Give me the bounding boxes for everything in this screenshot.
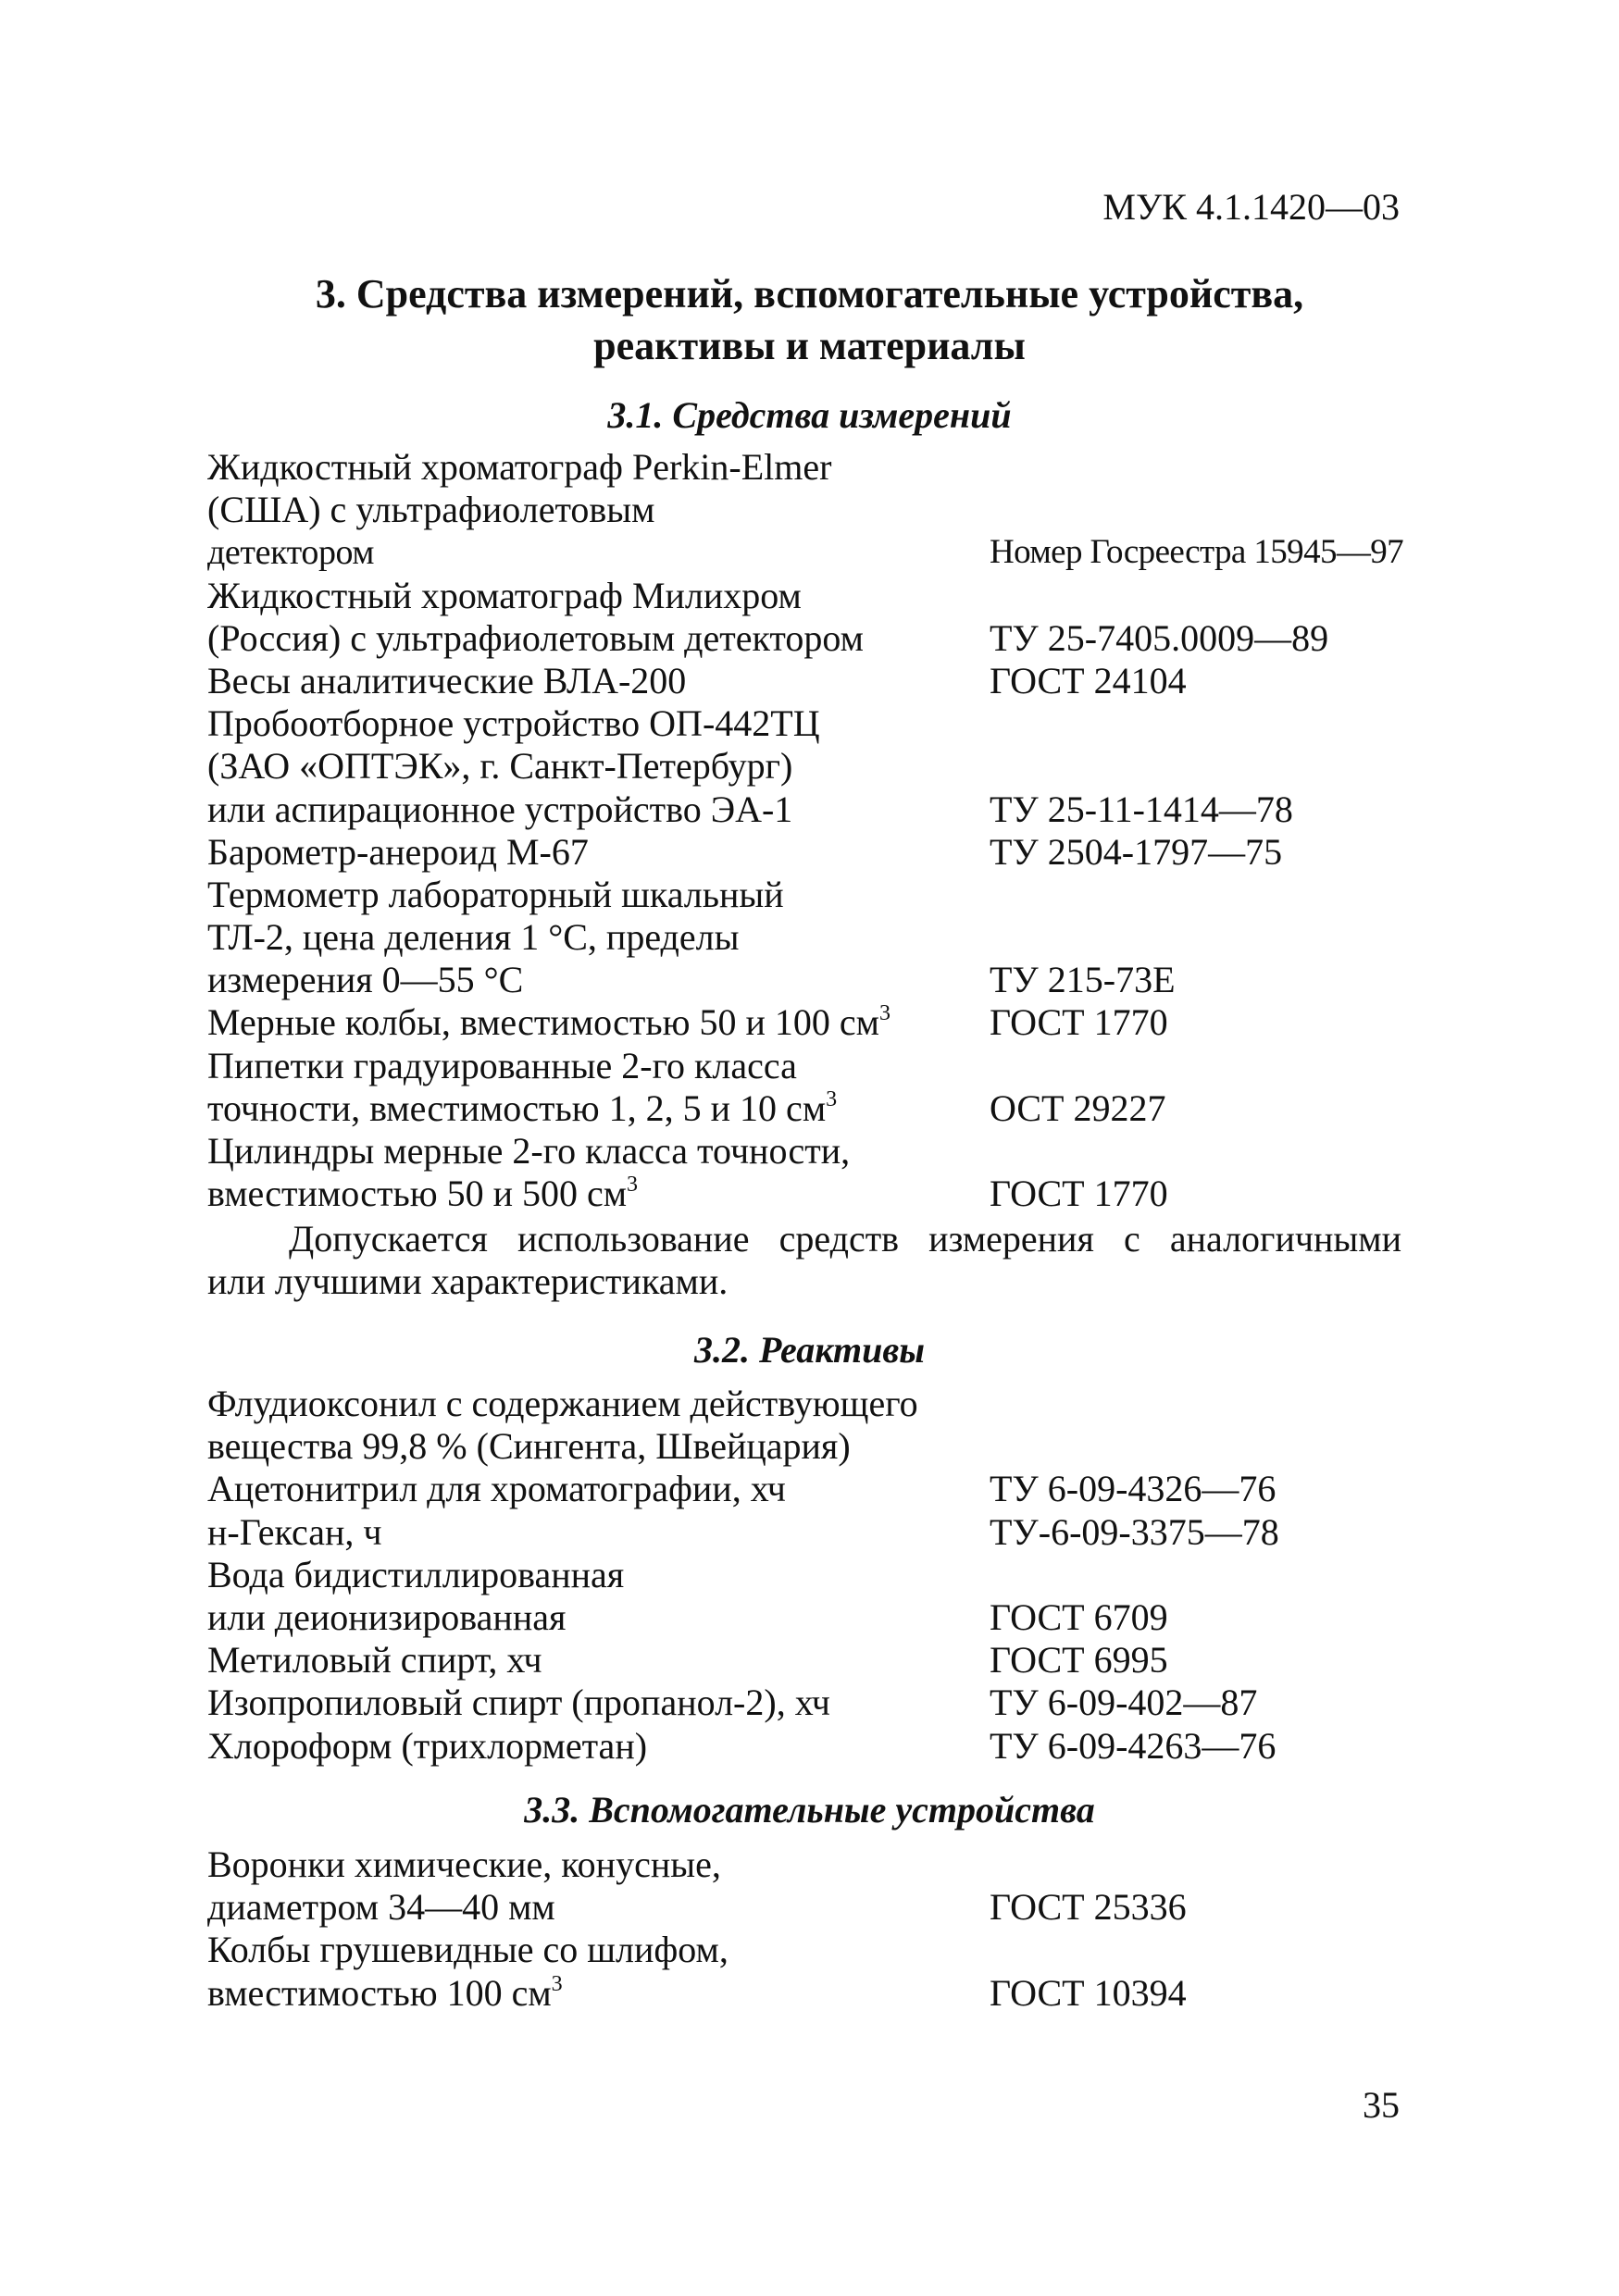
list-row — [207, 489, 1485, 531]
item-description-text: Жидкостный хроматограф Милихром — [207, 574, 802, 616]
measuring-instruments-list — [207, 446, 1485, 1215]
item-description — [207, 1130, 850, 1173]
subsection-heading-auxiliary-devices: 3.3. Вспомогательные устройства — [524, 1789, 1095, 1831]
item-description — [207, 1383, 918, 1425]
item-description — [207, 1001, 890, 1044]
item-standard: ГОСТ 25336 — [990, 1886, 1187, 1929]
item-description — [207, 1682, 830, 1724]
item-standard: ГОСТ 1770 — [990, 1173, 1168, 1215]
item-description-text: вместимостью 100 см — [207, 1971, 552, 2014]
superscript: 3 — [627, 1173, 639, 1198]
item-description — [207, 1511, 382, 1554]
item-description — [207, 831, 589, 874]
item-description-text: детектором — [207, 533, 375, 573]
superscript: 3 — [826, 1086, 838, 1111]
list-row — [207, 1511, 1485, 1554]
list-row — [207, 575, 1485, 617]
item-description-text: Жидкостный хроматограф Perkin-Elmer — [207, 446, 832, 488]
item-description — [207, 1045, 797, 1087]
note-paragraph — [207, 1218, 1401, 1303]
list-row — [207, 959, 1485, 1001]
item-standard: ОСТ 29227 — [990, 1086, 1166, 1129]
reagents-list — [207, 1383, 1485, 1768]
item-description — [207, 874, 784, 916]
item-description — [207, 1725, 647, 1768]
subsection-heading-reagents: 3.2. Реактивы — [694, 1329, 925, 1371]
list-row — [207, 1087, 1485, 1130]
page-number: 35 — [1363, 2084, 1400, 2126]
item-description-text: Воронки химические, конусные, — [207, 1843, 721, 1885]
list-row — [207, 531, 1485, 574]
item-description-text: Цилиндры мерные 2-го класса точности, — [207, 1130, 851, 1172]
item-description-text: Изопропиловый спирт (пропанол-2), хч — [207, 1682, 830, 1724]
list-row — [207, 1468, 1485, 1510]
list-row — [207, 1725, 1485, 1768]
list-row — [207, 1972, 1485, 2015]
item-standard: ГОСТ 6709 — [990, 1595, 1168, 1638]
item-description — [207, 1639, 542, 1682]
list-row — [207, 446, 1485, 489]
superscript: 3 — [878, 1001, 890, 1026]
list-row — [207, 831, 1485, 874]
list-row — [207, 660, 1485, 702]
item-description — [207, 617, 864, 660]
list-row — [207, 1383, 1485, 1425]
item-description — [207, 788, 792, 831]
superscript: 3 — [551, 1971, 563, 1996]
item-description — [207, 531, 374, 574]
list-row — [207, 1639, 1485, 1682]
item-description — [207, 959, 523, 1001]
item-description-text: Термометр лабораторный шкальный — [207, 873, 784, 915]
item-standard: ТУ-6-09-3375—78 — [990, 1510, 1279, 1553]
item-standard: ТУ 6-09-4263—76 — [990, 1724, 1277, 1767]
item-description — [207, 1596, 566, 1639]
item-standard: ТУ 25-7405.0009—89 — [990, 616, 1329, 659]
list-row — [207, 1173, 1485, 1215]
note-line-2: или лучшими характеристиками. — [207, 1260, 729, 1302]
item-description-text: измерения 0—55 °С — [207, 959, 524, 1001]
list-row — [207, 916, 1485, 959]
item-description-text: вместимостью 50 и 500 см — [207, 1173, 628, 1215]
item-description — [207, 702, 820, 745]
item-description-text: (ЗАО «ОПТЭК», г. Санкт-Петербург) — [207, 745, 793, 788]
item-description-text: или деионизированная — [207, 1595, 567, 1638]
item-standard: ТУ 2504-1797—75 — [990, 830, 1283, 873]
item-description — [207, 1972, 563, 2015]
list-row — [207, 745, 1485, 788]
item-description-text: н-Гексан, ч — [207, 1510, 382, 1553]
item-description — [207, 1554, 624, 1596]
item-standard: ГОСТ 6995 — [990, 1639, 1168, 1682]
list-row — [207, 1554, 1485, 1596]
item-description-text: Вода бидистиллированная — [207, 1553, 625, 1595]
item-standard: Номер Госреестра 15945—97 — [990, 533, 1404, 572]
item-standard: ТУ 215-73Е — [990, 959, 1176, 1001]
item-description-text: Барометр-анероид М-67 — [207, 830, 589, 873]
list-row — [207, 617, 1485, 660]
document-code: МУК 4.1.1420—03 — [1102, 186, 1400, 228]
list-row — [207, 1045, 1485, 1087]
item-description-text: Мерные колбы, вместимостью 50 и 100 см — [207, 1001, 879, 1044]
list-row — [207, 1886, 1485, 1929]
item-description — [207, 916, 740, 959]
item-description-text: Ацетонитрил для хроматографии, хч — [207, 1468, 786, 1510]
item-description — [207, 1886, 555, 1929]
item-description — [207, 1843, 721, 1886]
list-row — [207, 788, 1485, 831]
list-row — [207, 1001, 1485, 1044]
section-title-line-1: 3. Средства измерений, вспомогательные устройства, — [315, 271, 1304, 316]
item-description-text: (США) с ультрафиолетовым — [207, 489, 655, 531]
item-description-text: (Россия) с ультрафиолетовым детектором — [207, 616, 864, 659]
item-description — [207, 1173, 638, 1215]
list-row — [207, 1596, 1485, 1639]
list-row — [207, 874, 1485, 916]
item-description-text: Пробоотборное устройство ОП-442ТЦ — [207, 702, 820, 745]
item-description — [207, 1929, 729, 1971]
item-description-text: Хлороформ (трихлорметан) — [207, 1724, 648, 1767]
list-row — [207, 1130, 1485, 1173]
item-description-text: диаметром 34—40 мм — [207, 1886, 555, 1929]
note-line-1: Допускается использование средств измерения с аналогичными — [289, 1218, 1401, 1260]
subsection-heading-measuring-instruments: 3.1. Средства измерений — [607, 394, 1012, 436]
item-description — [207, 745, 792, 788]
item-description-text: Весы аналитические ВЛА-200 — [207, 659, 687, 701]
list-row — [207, 1843, 1485, 1886]
item-description-text: ТЛ-2, цена деления 1 °С, пределы — [207, 916, 740, 959]
item-description-text: Пипетки градуированные 2-го класса — [207, 1044, 797, 1086]
list-row — [207, 1929, 1485, 1971]
item-description-text: точности, вместимостью 1, 2, 5 и 10 см — [207, 1086, 827, 1129]
list-row — [207, 1425, 1485, 1468]
item-description-text: вещества 99,8 % (Сингента, Швейцария) — [207, 1425, 851, 1468]
item-description — [207, 575, 802, 617]
item-description — [207, 660, 686, 702]
item-description-text: или аспирационное устройство ЭА-1 — [207, 788, 793, 830]
item-description — [207, 446, 831, 489]
auxiliary-devices-list — [207, 1843, 1485, 2015]
item-description-text: Колбы грушевидные со шлифом, — [207, 1929, 729, 1971]
item-standard: ТУ 25-11-1414—78 — [990, 788, 1293, 830]
item-description — [207, 1425, 851, 1468]
section-title-line-2: реактивы и материалы — [593, 323, 1026, 368]
item-standard: ГОСТ 1770 — [990, 1001, 1168, 1044]
item-standard: ГОСТ 24104 — [990, 659, 1187, 701]
item-description — [207, 1468, 786, 1510]
item-description-text: Флудиоксонил с содержанием действующего — [207, 1383, 918, 1424]
section-title — [0, 268, 1619, 372]
item-standard: ТУ 6-09-4326—76 — [990, 1468, 1277, 1510]
list-row — [207, 702, 1485, 745]
item-description — [207, 1087, 837, 1130]
item-description-text: Метиловый спирт, хч — [207, 1639, 542, 1682]
list-row — [207, 1682, 1485, 1724]
item-standard: ТУ 6-09-402—87 — [990, 1682, 1258, 1724]
item-description — [207, 489, 655, 531]
item-standard: ГОСТ 10394 — [990, 1971, 1187, 2014]
